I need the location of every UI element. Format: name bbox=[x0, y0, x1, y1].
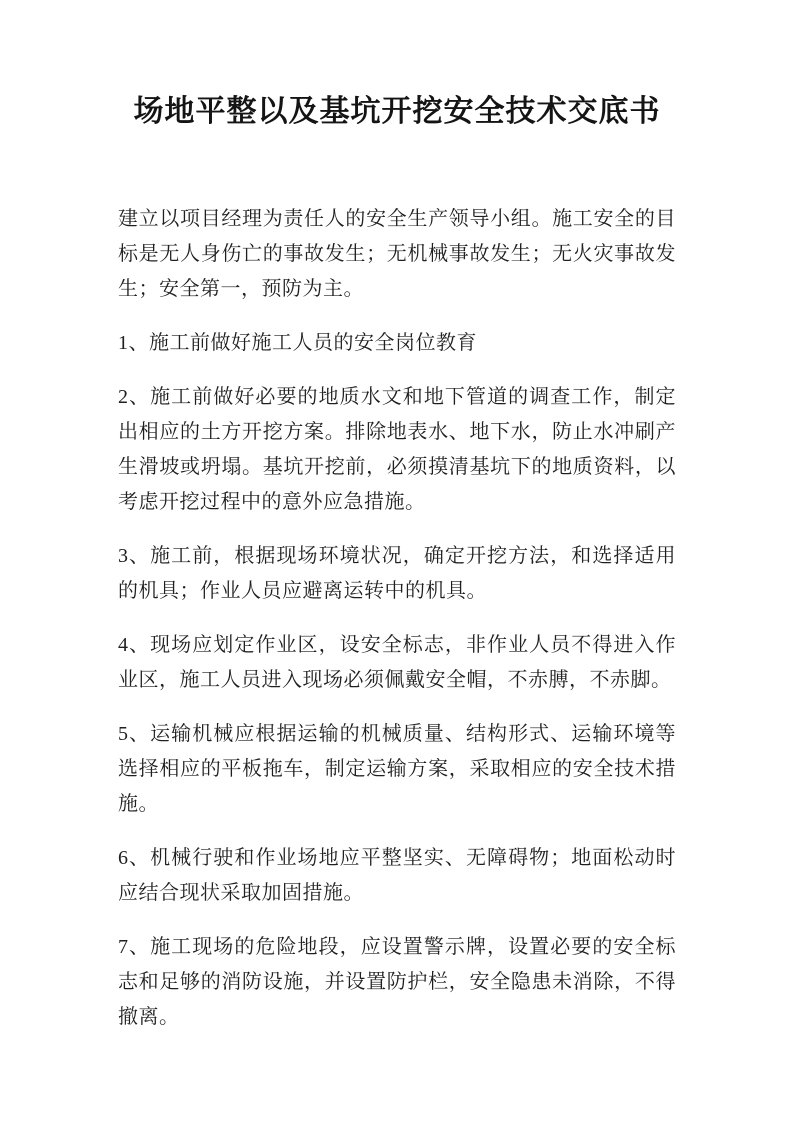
list-item-4: 4、现场应划定作业区，设安全标志，非作业人员不得进入作业区，施工人员进入现场必须佩戴安全帽，不赤膊，不赤脚。 bbox=[118, 634, 676, 691]
intro-paragraph: 建立以项目经理为责任人的安全生产领导小组。施工安全的目标是无人身伤亡的事故发生；无机械事故发生；无火灾事故发生；安全第一，预防为主。 bbox=[118, 208, 676, 300]
list-item-7: 7、施工现场的危险地段，应设置警示牌，设置必要的安全标志和足够的消防设施，并设置防护栏，安全隐患未消除，不得撤离。 bbox=[118, 936, 676, 1028]
list-item-6: 6、机械行驶和作业场地应平整坚实、无障碍物；地面松动时应结合现状采取加固措施。 bbox=[118, 847, 676, 904]
list-item-5: 5、运输机械应根据运输的机械质量、结构形式、运输环境等选择相应的平板拖车，制定运输方案，采取相应的安全技术措施。 bbox=[118, 723, 676, 815]
list-item-2: 2、施工前做好必要的地质水文和地下管道的调查工作，制定出相应的土方开挖方案。排除地表水、地下水，防止水冲刷产生滑坡或坍塌。基坑开挖前，必须摸清基坑下的地质资料，以考虑开挖过程中的意外应急措施。 bbox=[118, 386, 676, 513]
list-item-1: 1、施工前做好施工人员的安全岗位教育 bbox=[118, 332, 477, 354]
list-item-3: 3、施工前，根据现场环境状况，确定开挖方法，和选择适用的机具；作业人员应避离运转中的机具。 bbox=[118, 545, 676, 602]
document-body bbox=[118, 202, 676, 1035]
page-title: 场地平整以及基坑开挖安全技术交底书 bbox=[133, 95, 661, 128]
